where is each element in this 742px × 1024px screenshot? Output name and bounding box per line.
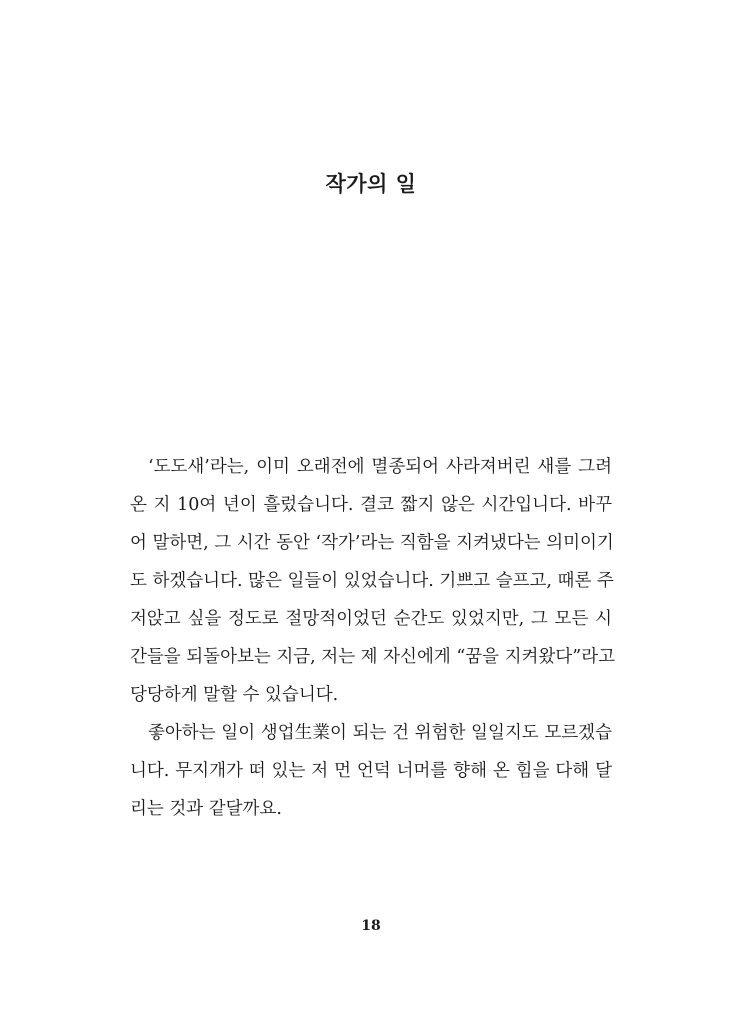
text-line: 간들을 되돌아보는 지금, 저는 제 자신에게 “꿈을 지켜왔다”라고: [130, 647, 616, 667]
body-text: [130, 448, 616, 828]
page-number: 18: [361, 918, 381, 934]
text-line: 저앉고 싶을 정도로 절망적이었던 순간도 있었지만, 그 모든 시: [130, 609, 612, 629]
text-line: 리는 것과 같달까요.: [130, 799, 282, 819]
text-line: 좋아하는 일이 생업生業이 되는 건 위험한 일일지도 모르겠습: [148, 723, 612, 743]
paragraph-1: [130, 448, 616, 714]
text-line: 당당하게 말할 수 있습니다.: [130, 685, 339, 705]
text-line: 온 지 10여 년이 흘렀습니다. 결코 짧지 않은 시간입니다. 바꾸: [130, 495, 612, 515]
text-line: 니다. 무지개가 떠 있는 저 먼 언덕 너머를 향해 온 힘을 다해 달: [130, 761, 612, 781]
text-line: 어 말하면, 그 시간 동안 ‘작가’라는 직함을 지켜냈다는 의미이기: [130, 533, 614, 553]
text-line: ‘도도새’라는, 이미 오래전에 멸종되어 사라져버린 새를 그려: [148, 457, 612, 477]
text-line: 도 하겠습니다. 많은 일들이 있었습니다. 기쁘고 슬프고, 때론 주: [130, 571, 614, 591]
page-title: 작가의 일: [325, 171, 417, 196]
paragraph-2: [130, 714, 612, 828]
